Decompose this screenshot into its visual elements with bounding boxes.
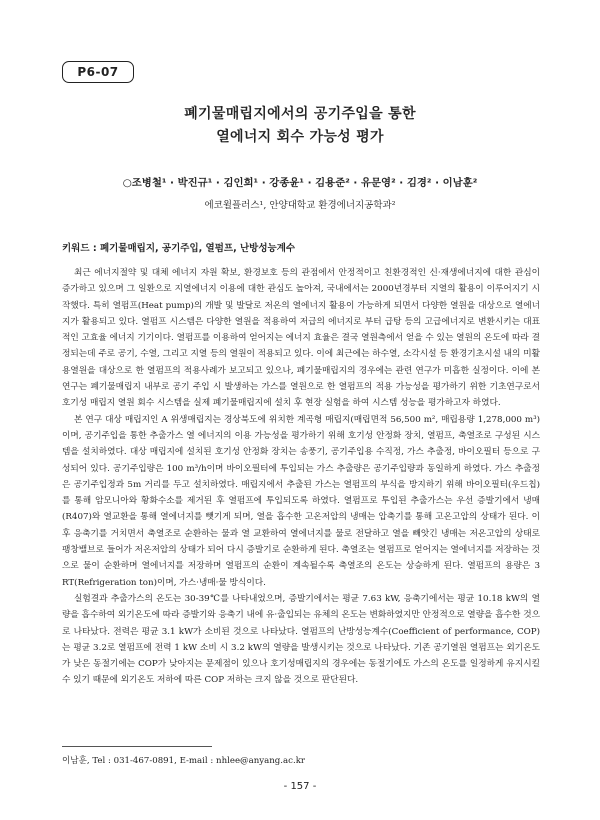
paragraph-3: 실험결과 추출가스의 온도는 30-39℃를 나타내었으며, 증발기에서는 평균 7.63 kW, 응축기에서는 평균 10.18 kW의 열량을 흡수하여 외기온도에 따라 증발기와 응축기 내에 유·출입되는 유체의 온도는 변화하였지만 안정적으로 열량을 흡수한 것으로 나타났다. 전력은 평균 3.1 kW가 소비된 것으로 나타났다. 열펌프의 난방성능계수(Coefficient of performance, COP)는 평균 3.2로 열펌프에 전력 1 kW 소비 시 3.2 kW의 열량을 발생시키는 것으로 나타났다. 기존 공기열원 열펌프는 외기온도가 낮은 동절기에는 COP가 낮아지는 문제점이 있으나 호기성매립지의 경우에는 동절기에도 가스의 온도를 일정하게 유지시킬 수 있기 때문에 외기온도 저하에 따른 COP 저하는 크지 않을 것으로 판단된다. (62, 593, 540, 686)
session-badge: P6-07 (62, 61, 134, 83)
author-list: ○조병철¹ · 박진규¹ · 김인희¹ · 강종윤¹ · 김용준² · 유문영² · 김경² · 이남훈² (122, 177, 478, 189)
footnote-divider (62, 746, 212, 747)
abstract-body (62, 265, 540, 689)
keywords: 키워드 : 폐기물매립지, 공기주입, 열펌프, 난방성능계수 (62, 243, 296, 254)
paragraph-1: 최근 에너지절약 및 대체 에너지 자원 확보, 환경보호 등의 관점에서 안정적이고 친환경적인 신·재생에너지에 대한 관심이 증가하고 있으며 그 일환으로 지열에너지 이용에 대한 관심도 높아져, 국내에서는 2000년경부터 지열의 활용이 이루어지기 시작했다. 특히 열펌프(Heat pump)의 개발 및 발달로 저온의 열에너지 활용이 가능하게 되면서 다양한 열원을 대상으로 열에너지가 활용되고 있다. 열펌프 시스템은 다양한 열원을 적용하여 저급의 에너지로 부터 급탕 등의 고급에너지로 변환시키는 대표적인 고효율 에너지 기기이다. 열펌프를 이용하여 얻어지는 에너지 효율은 결국 열원측에서 얻을 수 있는 열원의 온도에 따라 결정되는데 주로 공기, 수열, 그리고 지열 등의 열원이 적용되고 있다. 이에 최근에는 하수열, 소각시설 등 환경기초시설 내의 미활용열원을 대상으로 한 열펌프의 적용사례가 보고되고 있으나, 폐기물매립지의 경우에는 관련 연구가 미흡한 실정이다. 이에 본 연구는 폐기물매립지 내부로 공기 주입 시 발생하는 가스를 열원으로 한 열펌프의 적용 가능성을 평가하기 위한 기초연구로서 호기성 매립지 열원 회수 시스템을 실제 폐기물매립지에 설치 후 현장 실험을 하여 시스템 성능을 평가하고자 하였다. (62, 268, 540, 409)
paper-title-line1: 폐기물매립지에서의 공기주입을 통한 (184, 106, 416, 122)
corresponding-author-footnote: 이남훈, Tel : 031-467-0891, E-mail : nhlee@anyang.ac.kr (62, 756, 306, 766)
paragraph-2: 본 연구 대상 매립지인 A 위생매립지는 경상북도에 위치한 계곡형 매립지(매립면적 56,500 m², 매립용량 1,278,000 m³)이며, 공기주입을 통한 추출가스 열 에너지의 이용 가능성을 평가하기 위해 호기성 안정화 장치, 열펌프, 축열조로 구성된 시스템을 설치하였다. 대상 매립지에 설치된 호기성 안정화 장치는 송풍기, 공기주입용 수직정, 가스 추출정, 바이오필터 등으로 구성되어 있다. 공기주입량은 100 m³/h이며 바이오필터에 투입되는 가스 추출량은 공기주입량과 동일하게 하였다. 가스 추출정은 공기주입정과 5m 거리를 두고 설치하였다. 매립지에서 추출된 가스는 열펌프의 부식을 방지하기 위해 바이오필터(우드칩)를 통해 암모니아와 황화수소를 제거된 후 열펌프에 투입되도록 하였다. 열펌프로 투입된 추출가스는 우선 증발기에서 냉매(R407)와 열교환을 통해 열에너지를 뺏기게 되며, 열을 흡수한 고온저압의 냉매는 압축기를 통해 고온고압의 상태가 된다. 이후 응축기를 거치면서 축열조로 순환하는 물과 열 교환하여 열에너지를 물로 전달하고 열을 빼앗긴 냉매는 저온고압의 상태로 팽창밸브로 들어가 저온저압의 상태가 되어 다시 증발기로 순환하게 된다. 축열조는 열펌프로 얻어지는 열에너지를 저장하는 것으로 물이 순환하며 열에너지를 저장하며 열펌프의 순환이 계속될수록 축열조의 온도는 상승하게 된다. 열펌프의 용량은 3 RT(Refrigeration ton)이며, 가스·냉매·물 방식이다. (62, 414, 540, 588)
paper-title-line2: 열에너지 회수 가능성 평가 (216, 129, 384, 145)
page-number: - 157 - (283, 781, 317, 792)
affiliation: 에코윌플러스¹, 안양대학교 환경에너지공학과² (204, 200, 396, 211)
